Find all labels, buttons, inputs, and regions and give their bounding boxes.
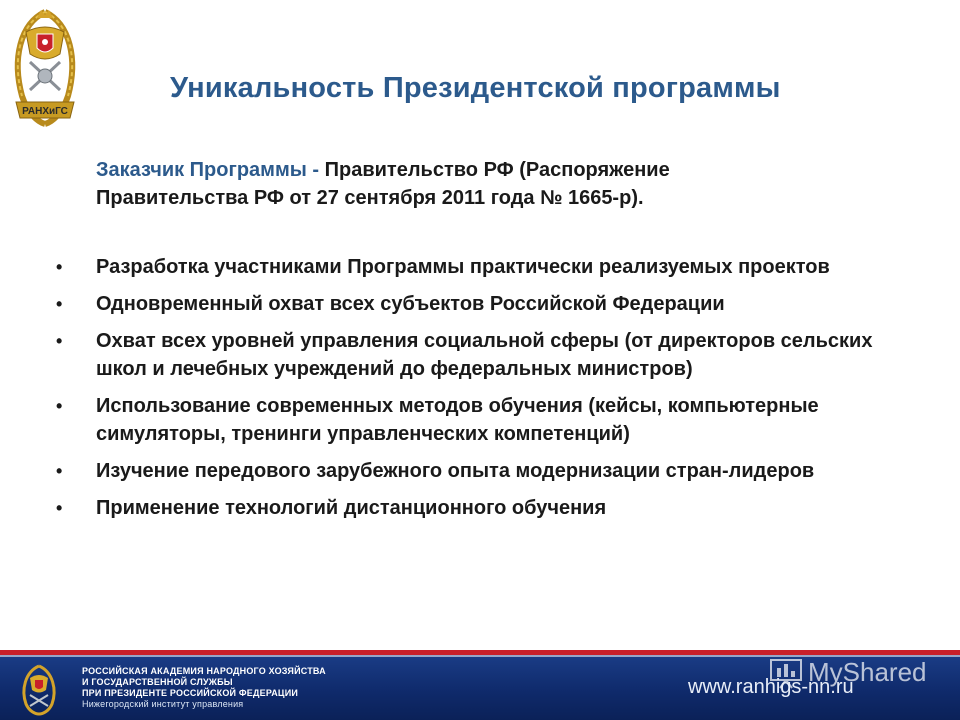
watermark-text: MyShared [808, 656, 927, 687]
customer-line-1: Правительство РФ (Распоряжение [324, 159, 670, 181]
customer-label: Заказчик Программы [96, 159, 307, 181]
footer-org-line-1: РОССИЙСКАЯ АКАДЕМИЯ НАРОДНОГО ХОЗЯЙСТВА [82, 666, 326, 676]
bullet-icon: • [56, 396, 63, 416]
customer-paragraph [96, 156, 856, 212]
footer-org-line-2: И ГОСУДАРСТВЕННОЙ СЛУЖБЫ [82, 677, 233, 687]
bullet-icon: • [56, 257, 63, 277]
bullet-icon: • [56, 461, 63, 481]
bullet-item [56, 457, 926, 485]
bullet-item [56, 290, 926, 318]
footer-emblem-icon [18, 662, 60, 716]
bullet-list [56, 253, 926, 531]
footer-institute: Нижегородский институт управления [82, 699, 244, 709]
bullet-icon: • [56, 294, 63, 314]
bullet-icon: • [56, 498, 63, 518]
svg-text:РАНХиГС: РАНХиГС [22, 106, 68, 117]
bullet-item [56, 327, 926, 383]
customer-line-2: Правительства РФ от 27 сентября 2011 года № 1665-р). [96, 187, 644, 209]
bullet-text: Изучение передового зарубежного опыта модернизации стран-лидеров [96, 460, 815, 482]
bullet-icon: • [56, 331, 63, 351]
bullet-text: Использование современных методов обучения (кейсы, компьютерные симуляторы, тренинги управленческих компетенций) [96, 395, 819, 445]
bullet-item [56, 494, 926, 522]
footer-url[interactable]: www.ranhigs-nn.ru [688, 676, 854, 698]
bullet-text: Разработка участниками Программы практически реализуемых проектов [96, 256, 830, 278]
ranepa-emblem-icon [8, 4, 82, 136]
customer-separator: - [306, 159, 325, 181]
footer-organization [82, 666, 326, 710]
bullet-text: Применение технологий дистанционного обучения [96, 497, 607, 519]
bullet-item [56, 392, 926, 448]
bullet-text: Охват всех уровней управления социальной сферы (от директоров сельских школ и лечебных учреждений до федеральных министров) [96, 330, 873, 380]
slide-title: Уникальность Президентской программы [170, 72, 781, 104]
footer-org-line-3: ПРИ ПРЕЗИДЕНТЕ РОССИЙСКОЙ ФЕДЕРАЦИИ [82, 688, 299, 698]
bullet-text: Одновременный охват всех субъектов Российской Федерации [96, 293, 725, 315]
bullet-item [56, 253, 926, 281]
